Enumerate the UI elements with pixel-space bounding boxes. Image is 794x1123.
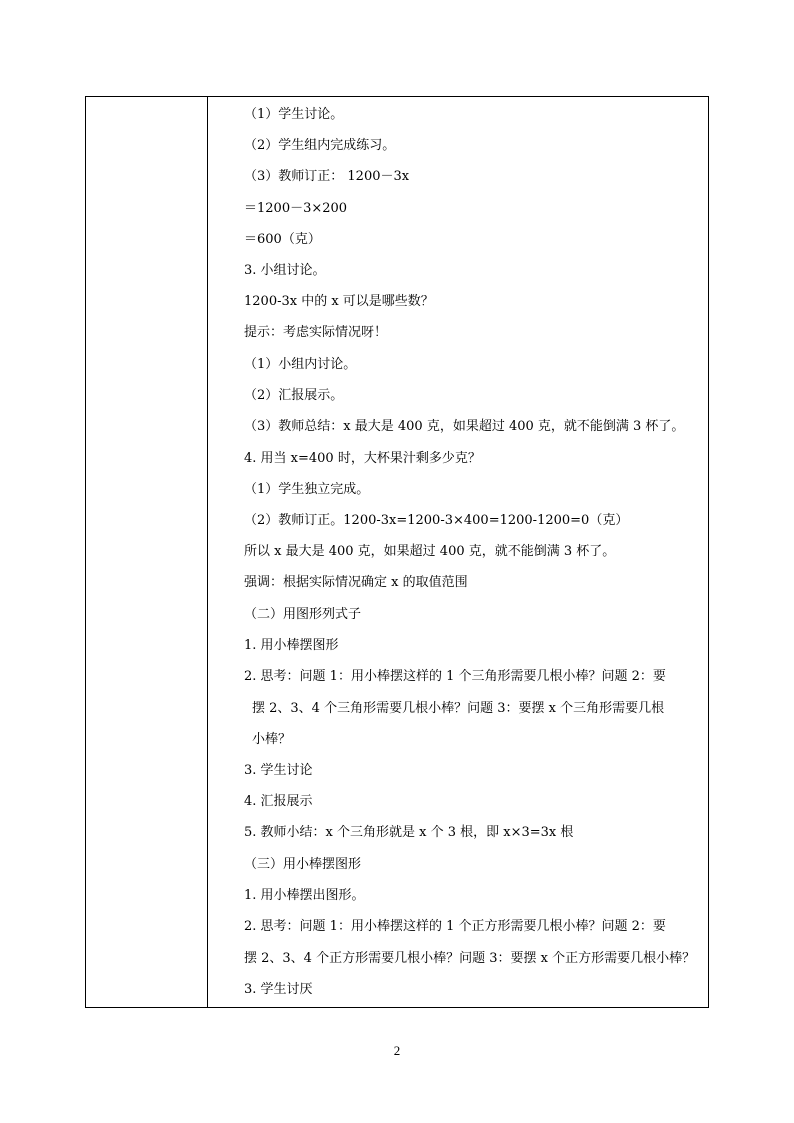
text-line: （1）小组内讨论。 <box>244 357 357 372</box>
text-line: 1200-3x 中的 x 可以是哪些数？ <box>244 294 434 309</box>
text-line: （1）学生讨论。 <box>244 107 344 122</box>
lesson-table <box>85 96 709 1008</box>
text-line: （2）汇报展示。 <box>244 388 344 403</box>
text-line: 3. 学生讨论 <box>244 763 313 778</box>
text-line: 提示：考虑实际情况呀！ <box>244 325 388 340</box>
text-line: 5. 教师小结：x 个三角形就是 x 个 3 根，即 x×3=3x 根 <box>244 825 574 840</box>
text-line: 所以 x 最大是 400 克，如果超过 400 克，就不能倒满 3 杯了。 <box>244 544 616 559</box>
text-line: 摆 2、3、4 个正方形需要几根小棒？问题 3：要摆 x 个正方形需要几根小棒？ <box>244 951 696 966</box>
text-line: 小棒？ <box>252 732 292 747</box>
text-line: 3. 小组讨论。 <box>244 263 326 278</box>
text-line: 4. 汇报展示 <box>244 794 313 809</box>
text-line: （2）学生组内完成练习。 <box>244 138 396 153</box>
text-line: 强调：根据实际情况确定 x 的取值范围 <box>244 575 468 590</box>
table-right-column <box>208 97 708 1007</box>
text-line: 3. 学生讨厌 <box>244 982 313 997</box>
section-heading: （二）用图形列式子 <box>244 607 362 622</box>
text-line: 4. 用当 x=400 时，大杯果汁剩多少克？ <box>244 451 481 466</box>
text-line: （3）教师总结：x 最大是 400 克，如果超过 400 克，就不能倒满 3 杯了。 <box>244 419 685 434</box>
text-line: 摆 2、3、4 个三角形需要几根小棒？问题 3：要摆 x 个三角形需要几根 <box>252 701 665 716</box>
text-line: 1. 用小棒摆出图形。 <box>244 888 365 903</box>
text-line: （2）教师订正。1200-3x=1200-3×400=1200-1200=0（克） <box>244 513 629 528</box>
text-line: ＝600（克） <box>244 232 321 247</box>
text-line: （3）教师订正： 1200－3x <box>244 169 410 184</box>
text-line: 1. 用小棒摆图形 <box>244 638 339 653</box>
section-heading: （三）用小棒摆图形 <box>244 857 362 872</box>
text-line: 2. 思考：问题 1：用小棒摆这样的 1 个正方形需要几根小棒？问题 2：要 <box>244 919 666 934</box>
page-number: 2 <box>393 1043 401 1058</box>
table-left-column <box>86 97 208 1007</box>
text-line: 2. 思考：问题 1：用小棒摆这样的 1 个三角形需要几根小棒？问题 2：要 <box>244 669 666 684</box>
text-line: （1）学生独立完成。 <box>244 482 370 497</box>
text-line: ＝1200－3×200 <box>244 201 348 216</box>
